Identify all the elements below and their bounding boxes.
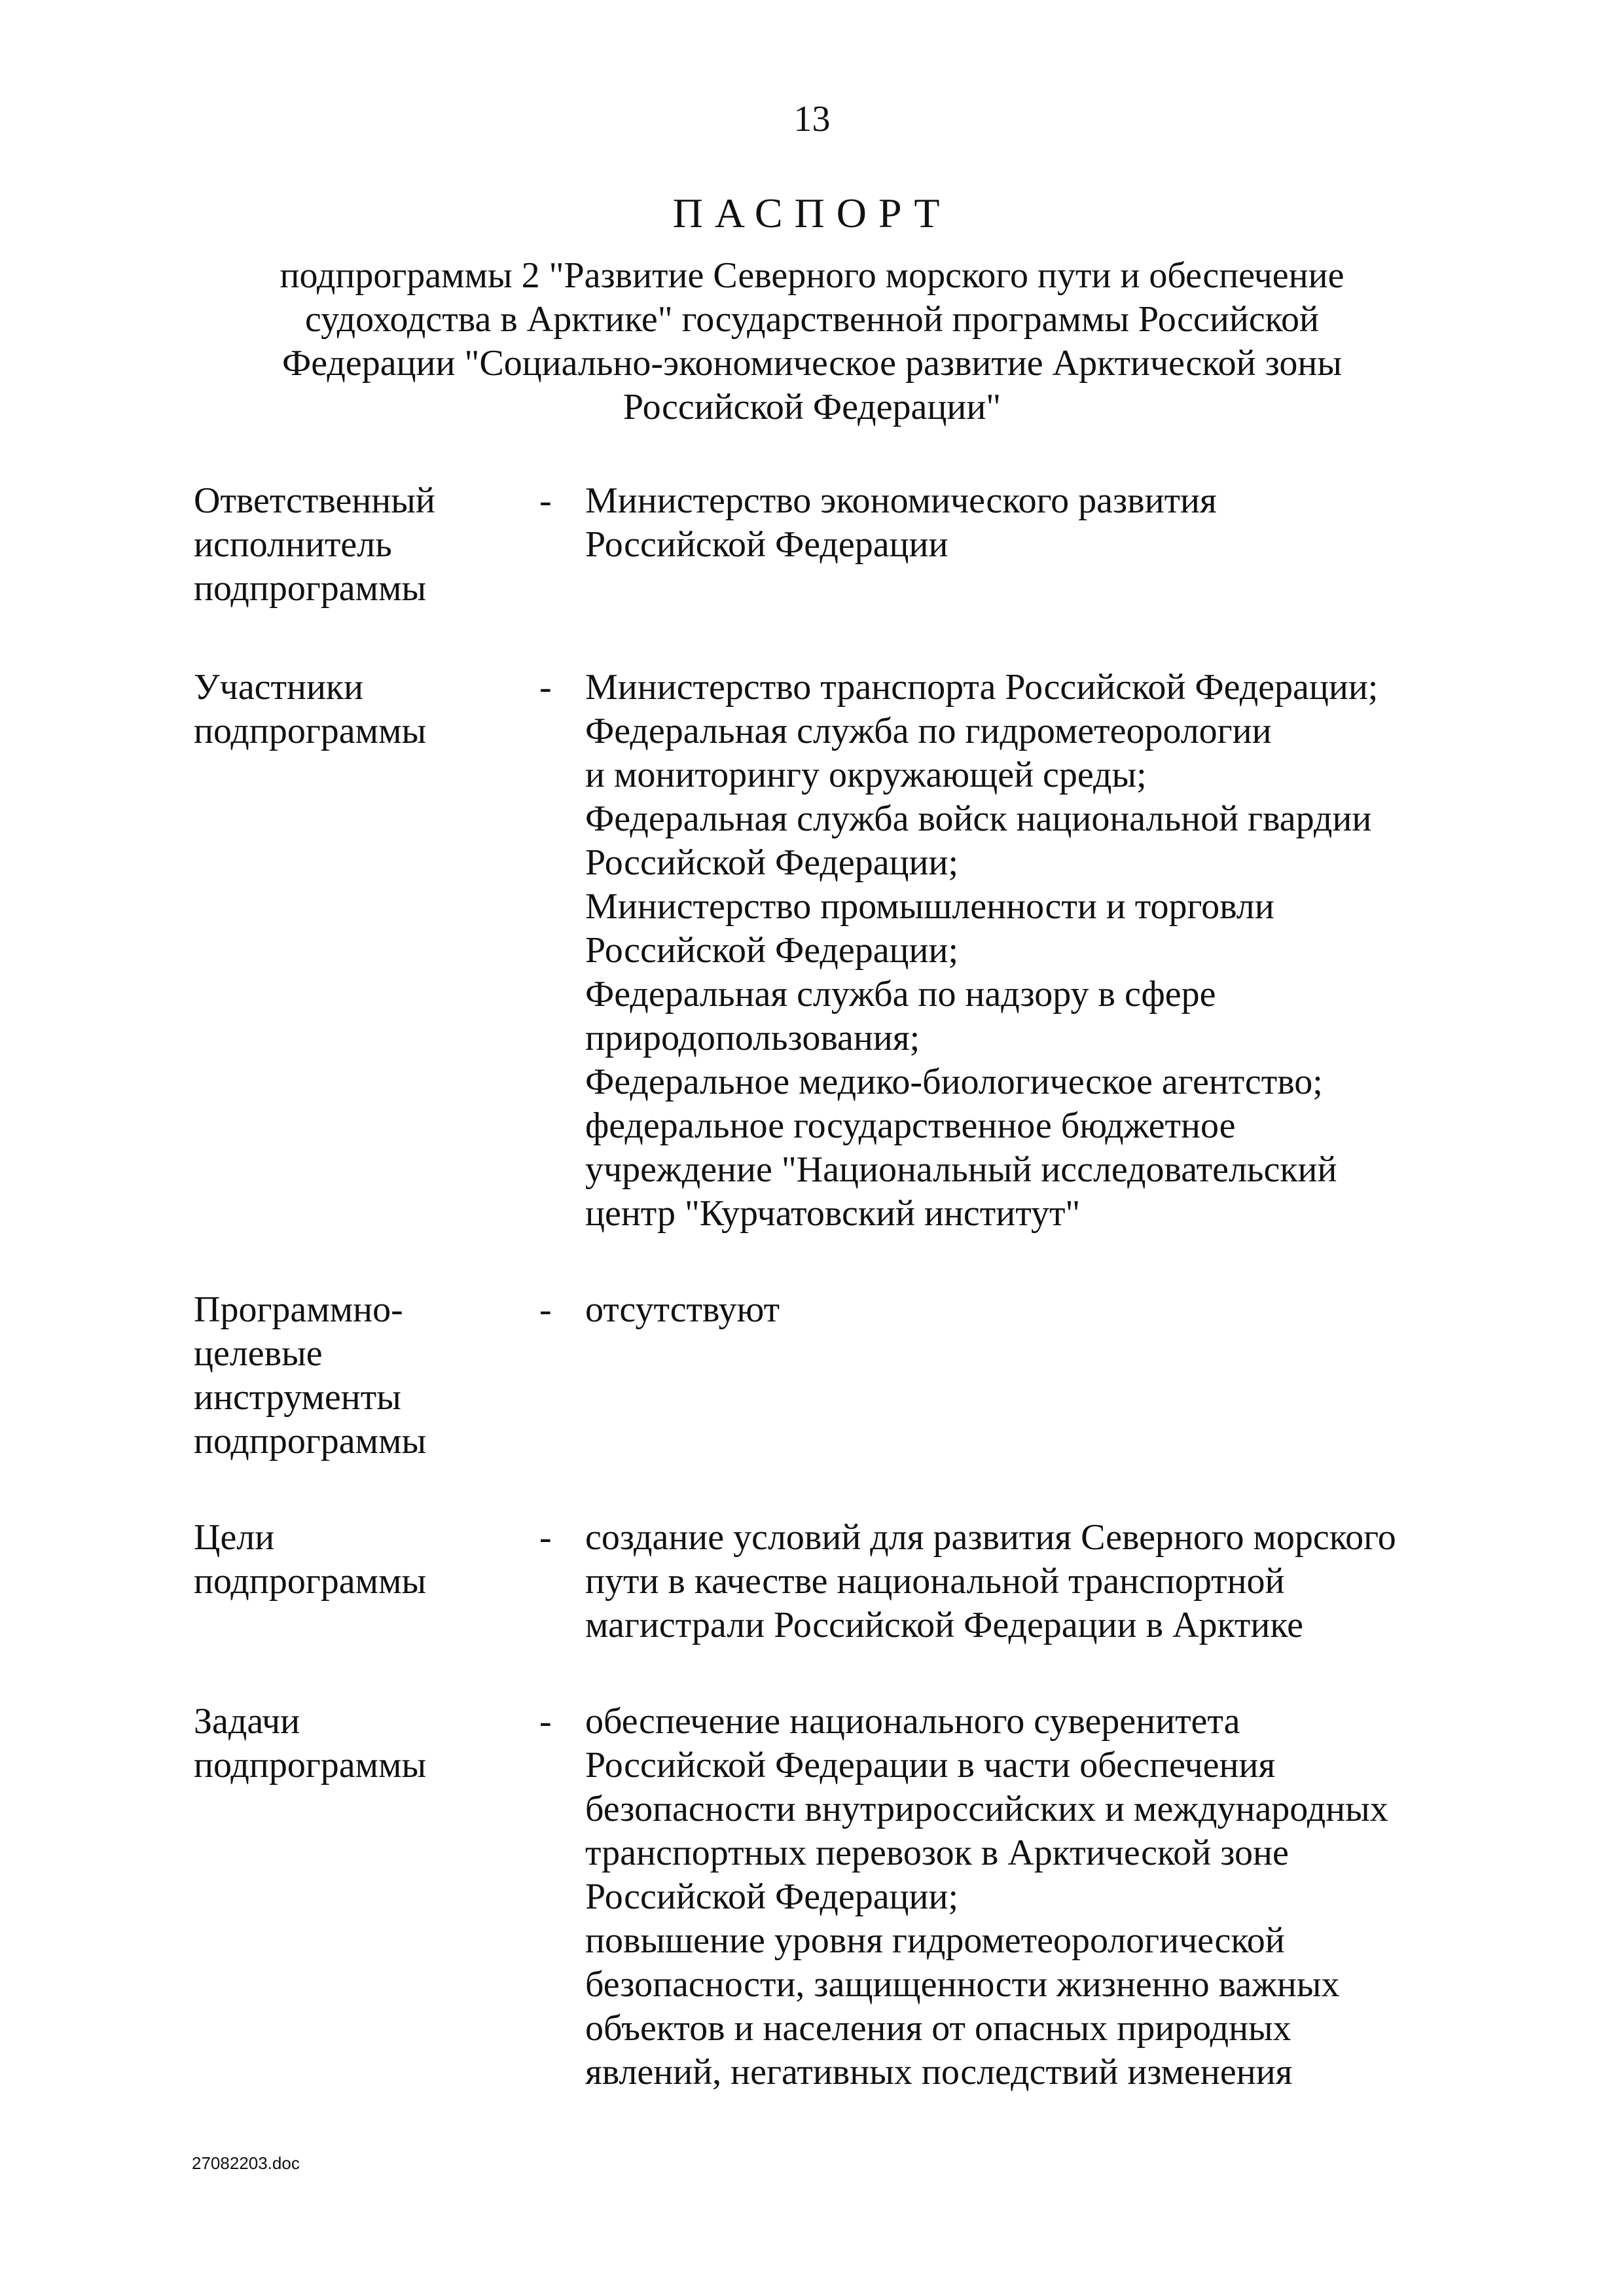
- label-line: исполнитель: [194, 524, 392, 565]
- value-line: Российской Федерации в части обеспечения: [585, 1745, 1276, 1785]
- row-value: [585, 666, 1444, 1236]
- value-line: федеральное государственное бюджетное: [585, 1105, 1236, 1146]
- row-label: [194, 1516, 521, 1604]
- row-dash: -: [539, 667, 552, 708]
- value-line: Российской Федерации: [585, 524, 948, 565]
- passport-table: [194, 479, 1444, 2094]
- label-line: подпрограммы: [194, 1745, 427, 1785]
- document-subtitle: [196, 254, 1428, 429]
- label-line: Участники: [194, 667, 364, 708]
- label-line: целевые: [194, 1333, 323, 1374]
- value-line: безопасности внутрироссийских и международных: [585, 1789, 1388, 1829]
- value-line: Федеральная служба войск национальной гвардии: [585, 798, 1372, 839]
- label-line: Программно-: [194, 1289, 403, 1330]
- value-line: Министерство транспорта Российской Федерации;: [585, 667, 1379, 708]
- footer-file-code: 27082203.doc: [192, 2153, 300, 2173]
- value-line: обеспечение национального суверенитета: [585, 1701, 1240, 1742]
- value-line: Федеральное медико-биологическое агентство;: [585, 1062, 1323, 1102]
- value-line: транспортных перевозок в Арктической зоне: [585, 1833, 1289, 1873]
- value-line: магистрали Российской Федерации в Арктике: [585, 1605, 1304, 1645]
- value-line: безопасности, защищенности жизненно важных: [585, 1964, 1340, 2005]
- value-line: Министерство промышленности и торговли: [585, 886, 1274, 927]
- row-label: [194, 1700, 521, 1787]
- value-line: природопользования;: [585, 1018, 920, 1058]
- value-line: объектов и населения от опасных природных: [585, 2008, 1291, 2049]
- value-line: пути в качестве национальной транспортной: [585, 1561, 1285, 1602]
- subtitle-line: Федерации "Социально-экономическое развитие Арктической зоны: [282, 343, 1342, 384]
- passport-row-responsible-executor: [194, 479, 1444, 611]
- row-value: [585, 1288, 1444, 1332]
- page-number: 13: [793, 99, 831, 139]
- passport-row-goals: [194, 1516, 1444, 1647]
- value-line: повышение уровня гидрометеорологической: [585, 1920, 1285, 1961]
- value-line: Федеральная служба по надзору в сфере: [585, 974, 1216, 1014]
- value-line: явлений, негативных последствий изменения: [585, 2052, 1293, 2092]
- value-line: Российской Федерации;: [585, 1876, 959, 1917]
- passport-row-tasks: [194, 1700, 1444, 2094]
- row-dash: -: [539, 1701, 552, 1742]
- value-line: Министерство экономического развития: [585, 480, 1217, 521]
- value-line: Российской Федерации;: [585, 930, 959, 971]
- row-value: [585, 479, 1444, 567]
- value-line: Федеральная служба по гидрометеорологии: [585, 711, 1272, 751]
- row-label: [194, 1288, 521, 1463]
- row-dash: -: [539, 1517, 552, 1558]
- label-line: Ответственный: [194, 480, 435, 521]
- value-line: Российской Федерации;: [585, 842, 959, 883]
- subtitle-line: подпрограммы 2 "Развитие Северного морского пути и обеспечение: [280, 255, 1344, 296]
- document-title: ПАСПОРТ: [672, 190, 952, 236]
- label-line: инструменты: [194, 1377, 401, 1418]
- row-label: [194, 479, 521, 611]
- value-line: учреждение "Национальный исследовательский: [585, 1149, 1337, 1190]
- value-line: и мониторингу окружающей среды;: [585, 755, 1147, 795]
- subtitle-line: Российской Федерации": [623, 387, 1001, 427]
- label-line: подпрограммы: [194, 568, 427, 609]
- label-line: подпрограммы: [194, 1421, 427, 1462]
- value-line: создание условий для развития Северного морского: [585, 1517, 1396, 1558]
- row-value: [585, 1700, 1444, 2094]
- passport-row-participants: [194, 666, 1444, 1236]
- row-label: [194, 666, 521, 753]
- row-dash: -: [539, 1289, 552, 1330]
- label-line: подпрограммы: [194, 1561, 427, 1602]
- label-line: подпрограммы: [194, 711, 427, 751]
- label-line: Задачи: [194, 1701, 300, 1742]
- row-dash: -: [539, 480, 552, 521]
- subtitle-line: судоходства в Арктике" государственной программы Российской: [304, 299, 1320, 340]
- value-line: отсутствуют: [585, 1289, 780, 1330]
- passport-row-program-tools: [194, 1288, 1444, 1463]
- value-line: центр "Курчатовский институт": [585, 1193, 1081, 1234]
- label-line: Цели: [194, 1517, 275, 1558]
- row-value: [585, 1516, 1444, 1647]
